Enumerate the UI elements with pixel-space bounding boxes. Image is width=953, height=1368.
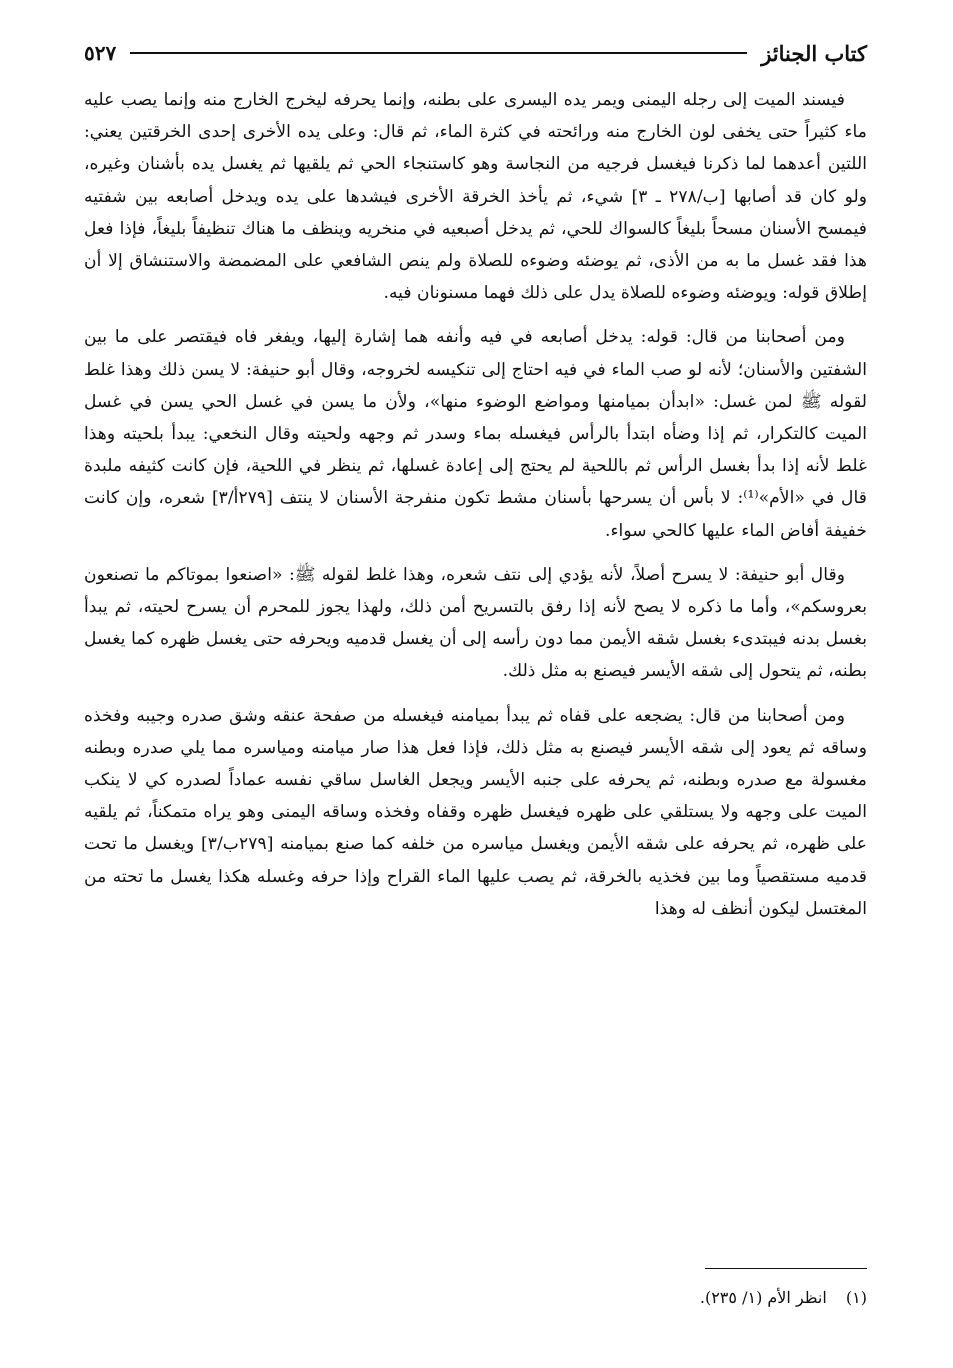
page-header [84,36,867,70]
header-rule [130,52,747,54]
paragraph-4: ومن أصحابنا من قال: يضجعه على قفاه ثم يبدأ بميامنه فيغسله من صفحة عنقه وشق صدره وجيبه وفخذه وساقه ثم يعود إلى شقه الأيسر فيصنع به مثل ذلك، فإذا فعل هذا صار ميامنه ومياسره مما يلي صدره وبطنه مغسولة مع صدره وبطنه، ثم يحرفه على جنبه الأيسر ويجعل الغاسل ساقي نفسه عماداً لصدره كي لا ينكب الميت على وجهه ولا يستلقي على ظهره فيغسل ظهره وقفاه وفخذه وساقه اليمنى وهو يراه متمكناً، ثم يلقيه على ظهره، ثم يحرفه على شقه الأيمن ويغسل مياسره من خلفه كما صنع بميامنه [٢٧٩ب/٣] ويغسل ما تحت قدميه مستقصياً وما بين فخذيه بالخرقة، ثم يصب عليها الماء القراح وإذا حرفه وغسله هكذا يغسل ما تحته من المغتسل ليكون أنظف له وهذا [84,705,867,919]
footnote-marker: (١) [845,1288,867,1307]
paragraph-1: فيسند الميت إلى رجله اليمنى ويمر يده اليسرى على بطنه، وإنما يحرفه ليخرج الخارج منه وإنما يصب عليه ماء كثيراً حتى يخفى لون الخارج منه ورائحته في كثرة الماء، ثم قال: وعلى يده الأخرى إحدى الخرقتين يعني: اللتين أعدهما لما ذكرنا فيغسل فرجيه من النجاسة وهو كاستنجاء الحي ثم يلقيها ثم يغسل يده بأشنان وغيره، ولو كان قد أصابها [ب/٢٧٨ ـ ٣] شيء، ثم يأخذ الخرقة الأخرى فيشدها على يده ويدخل أصابعه بين شفتيه فيمسح الأسنان مسحاً بليغاً كالسواك للحي، ثم يدخل أصبعيه في منخريه وينظف ما هناك تنظيفاً بليغاً، فإذا فعل هذا فقد غسل ما به من الأذى، ثم يوضئه وضوءه للصلاة ولم ينص الشافعي على المضمضة والاستنشاق إلا أن إطلاق قوله: ويوضئه وضوءه للصلاة يدل على ذلك فهما مسنونان فيه. [84,90,867,304]
running-title: كتاب الجنائز [761,40,867,66]
footnote-text: انظر الأم (١/ ٢٣٥). [699,1288,827,1307]
footnote [600,1285,867,1311]
paragraph-3: وقال أبو حنيفة: لا يسرح أصلاً، لأنه يؤدي إلى نتف شعره، وهذا غلط لقوله ﷺ: «اصنعوا بموتاكم ما تصنعون بعروسكم»، وأما ما ذكره لا يصح لأنه إذا رفق بالتسريح أمن ذلك، ولهذا يجوز للمحرم أن يسرح لحيته، ثم يبدأ بغسل بدنه فيبتدىء بغسل شقه الأيمن مما دون رأسه إلى أن يغسل قدميه ويحرفه حتى يغسل ظهره كما يغسل بطنه، ثم يتحول إلى شقه الأيسر فيصنع به مثل ذلك. [84,564,867,682]
paragraph-2: ومن أصحابنا من قال: قوله: يدخل أصابعه في فيه وأنفه هما إشارة إليها، ويفغر فاه فيقتصر على ما بين الشفتين والأسنان؛ لأنه لو صب الماء في فيه احتاج إلى تنكيسه لخروجه، وقال أبو حنيفة: لا يسن ذلك وهذا غلط لقوله ﷺ لمن غسل: «ابدأن بميامنها ومواضع الوضوء منها»، ولأن ما يسن في غسل الحي يسن في غسل الميت كالتكرار، ثم إذا وضأه ابتدأ بالرأس فيغسله بماء وسدر ثم وجهه ولحيته وقال النخعي: يبدأ بلحيته وهذا غلط لأنه إذا بدأ بغسل الرأس ثم باللحية لم يحتج إلى إعادة غسلها، ثم ينظر في اللحية، فإن كانت كثيفه ملبدة قال في «الأم»⁽¹⁾: لا بأس أن يسرحها بأسنان مشط تكون منفرجة الأسنان لا ينتف [٢٧٩أ/٣] شعره، وإن كانت خفيفة أفاض الماء عليها كالحي سواء. [84,327,867,541]
page-number: ٥٢٧ [84,41,117,65]
footnote-rule [705,1268,867,1269]
body-text [84,84,867,937]
